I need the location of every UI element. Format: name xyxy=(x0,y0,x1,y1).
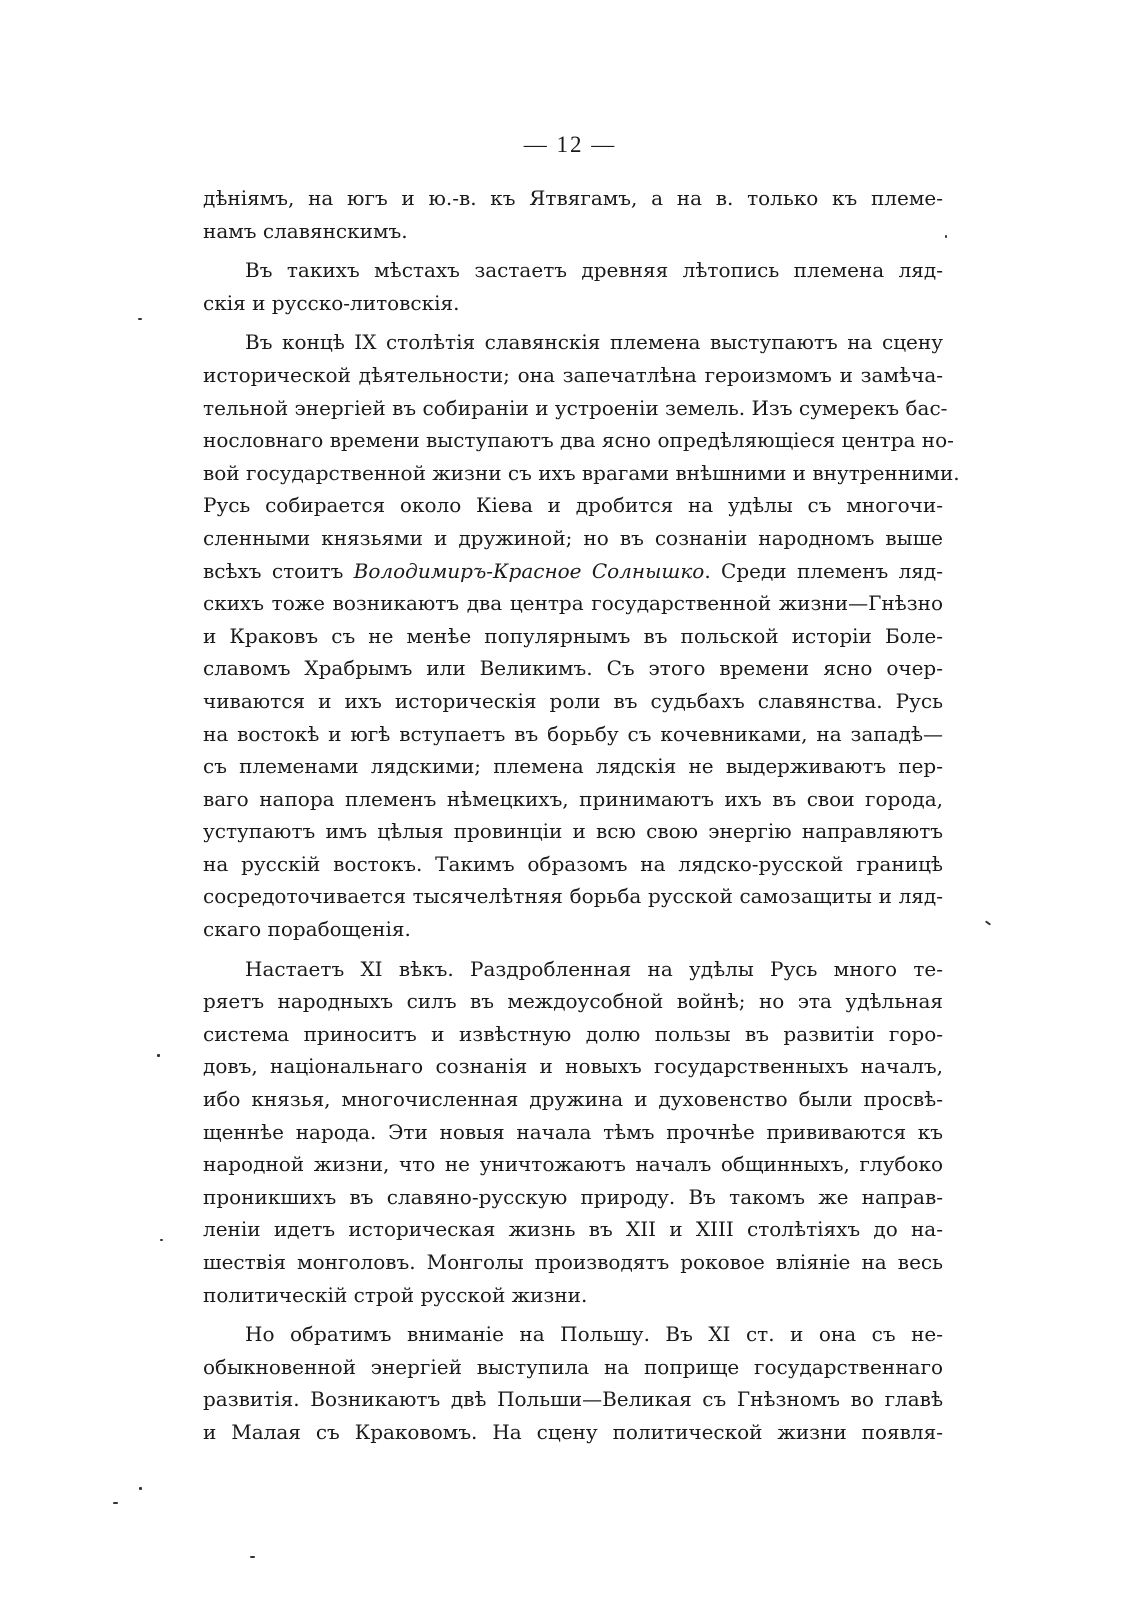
text-line: Въ такихъ мѣстахъ застаетъ древняя лѣтопись племена ляд- xyxy=(245,258,943,283)
body-text xyxy=(203,182,960,1449)
text-line: скаго порабощенія. xyxy=(203,917,411,942)
scan-speck xyxy=(160,1239,163,1241)
text-line: сленными князьями и дружиной; но въ сознаніи народномъ выше xyxy=(203,525,943,550)
text-line: славомъ Храбрымъ или Великимъ. Съ этого времени ясно очер- xyxy=(203,656,943,681)
text-line: уступаютъ имъ цѣлыя провинціи и всю свою энергію направляютъ xyxy=(203,819,943,844)
text-line: исторической дѣятельности; она запечатлѣна героизмомъ и замѣча- xyxy=(203,362,943,387)
text-line: довъ, національнаго сознанія и новыхъ государственныхъ началъ, xyxy=(203,1054,943,1079)
scan-speck xyxy=(250,1556,255,1558)
text-line: щеннѣе народа. Эти новыя начала тѣмъ прочнѣе прививаются къ xyxy=(203,1119,943,1144)
scan-speck xyxy=(985,920,991,925)
scan-speck xyxy=(945,235,947,238)
text-fragment: . Среди племенъ ляд- xyxy=(704,558,943,583)
text-line: ваго напора племенъ нѣмецкихъ, принимаютъ ихъ въ свои города, xyxy=(203,786,943,811)
text-line: ибо князья, многочисленная дружина и духовенство были просвѣ- xyxy=(203,1087,943,1112)
italic-name: Володимиръ-Красное Солнышко xyxy=(353,558,705,583)
scan-speck xyxy=(139,1487,142,1490)
text-line: обыкновенной энергіей выступила на поприще государственнаго xyxy=(203,1354,943,1379)
text-line: скихъ тоже возникаютъ два центра государственной жизни—Гнѣзно xyxy=(203,591,943,616)
text-line: Но обратимъ вниманіе на Польшу. Въ XI ст. и она съ не- xyxy=(245,1322,943,1347)
text-line: нословнаго времени выступаютъ два ясно опредѣляющіеся центра но- xyxy=(203,428,954,453)
text-line: съ племенами лядскими; племена лядскія не выдерживаютъ пер- xyxy=(203,754,943,779)
text-line: дѣніямъ, на югъ и ю.-в. къ Ятвягамъ, а на в. только къ племе- xyxy=(203,186,943,210)
text-line: политическій строй русской жизни. xyxy=(203,1282,588,1307)
text-line: ряетъ народныхъ силъ въ междоусобной войнѣ; но эта удѣльная xyxy=(203,989,943,1014)
text-line: чиваются и ихъ историческія роли въ судьбахъ славянства. Русь xyxy=(203,688,943,713)
text-line: на востокѣ и югѣ вступаетъ въ борьбу съ кочевниками, на западѣ— xyxy=(203,721,943,746)
text-line: развитія. Возникаютъ двѣ Польши—Великая съ Гнѣзномъ во главѣ xyxy=(203,1387,943,1412)
text-line: система приноситъ и извѣстную долю пользы въ развитіи горо- xyxy=(203,1021,943,1046)
paragraph xyxy=(203,182,943,247)
paragraph xyxy=(203,254,943,319)
paragraph xyxy=(203,1318,943,1448)
text-line: скія и русско-литовскія. xyxy=(203,290,460,315)
text-line: тельной энергіей въ собираніи и устроеніи земель. Изъ сумерекъ бас- xyxy=(203,395,948,420)
text-line: леніи идетъ историческая жизнь въ XII и XIII столѣтіяхъ до на- xyxy=(203,1217,943,1242)
text-line: намъ славянскимъ. xyxy=(203,218,408,243)
text-line: Въ концѣ IX столѣтія славянскія племена выступаютъ на сцену xyxy=(245,330,943,355)
scan-speck xyxy=(138,318,142,320)
text-line-mixed xyxy=(203,555,943,588)
text-line: вой государственной жизни съ ихъ врагами внѣшними и внутренними. xyxy=(203,460,960,485)
text-line: проникшихъ въ славяно-русскую природу. Въ такомъ же направ- xyxy=(203,1184,943,1209)
text-line: шествія монголовъ. Монголы производятъ роковое вліяніе на весь xyxy=(203,1250,943,1274)
scan-speck xyxy=(113,1502,118,1504)
text-line: Настаетъ XI вѣкъ. Раздробленная на удѣлы Русь много те- xyxy=(245,956,943,981)
paragraph xyxy=(203,326,960,945)
text-line: сосредоточивается тысячелѣтняя борьба русской самозащиты и ляд- xyxy=(203,884,943,909)
text-line: и Малая съ Краковомъ. На сцену политической жизни появля- xyxy=(203,1419,943,1444)
text-fragment: всѣхъ стоитъ xyxy=(203,558,354,583)
text-line: Русь собирается около Кіева и дробится на удѣлы съ многочи- xyxy=(203,493,943,518)
text-line: и Краковъ съ не менѣе популярнымъ въ польской исторіи Боле- xyxy=(203,623,943,648)
page-number: — 12 — xyxy=(523,132,617,157)
text-line: народной жизни, что не уничтожаютъ началъ общинныхъ, глубоко xyxy=(203,1152,943,1177)
text-line: на русскій востокъ. Такимъ образомъ на лядско-русской границѣ xyxy=(203,851,943,876)
scan-speck xyxy=(157,1054,160,1057)
paragraph xyxy=(203,953,943,1312)
